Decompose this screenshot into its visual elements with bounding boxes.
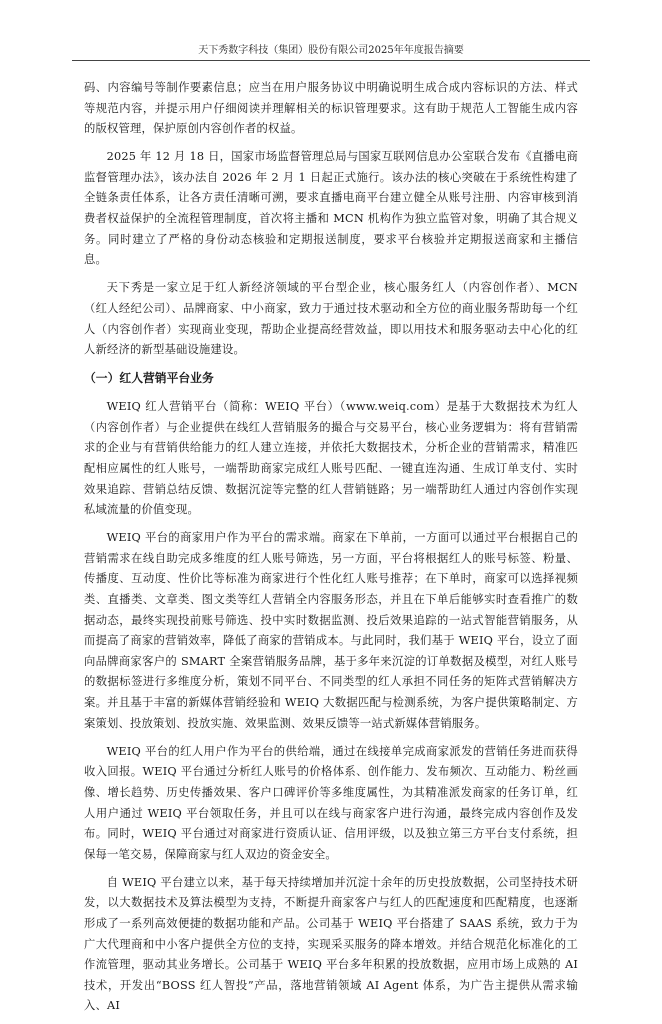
paragraph-livestream-regulation: 2025 年 12 月 18 日，国家市场监督管理总局与国家互联网信息办公室联合发布《直播电商监督管理办法》，该办法自 2026 年 2 月 1 日起正式施行。该办法的核心突破在于系统性构建了全链条责任体系，让各方责任清晰可溯，要求直播电商平台建立健全从账号注册、内容审核到消费者权益保护的全流程管理制度，首次将主播和 MCN 机构作为独立监管对象，明确了其合规义务。同时建立了严格的身份动态核验和定期报送制度，要求平台核验并定期报送商家和主播信息。 [84,150,578,267]
page-header: 天下秀数字科技（集团）股份有限公司2025年年度报告摘要 [198,45,464,56]
header-divider [72,60,590,61]
section-heading-influencer-platform: （一）红人营销平台业务 [84,371,214,386]
document-body [84,78,578,1024]
paragraph-tech-development: 自 WEIQ 平台建立以来，基于每天持续增加并沉淀十余年的历史投放数据，公司坚持技术研发，以大数据技术及算法模型为支持，不断提升商家客户与红人的匹配速度和匹配精度，也逐渐形成了一系列高效便捷的数据功能和产品。公司基于 WEIQ 平台搭建了 SAAS 系统，致力于为广大代理商和中小客户提供全方位的支持，实现采买服务的降本增效。并结合规范化标准化的工作流管理，驱动其业务增长。公司基于 WEIQ 平台多年积累的投放数据，应用市场上成熟的 AI 技术，开发出“BOSS 红人智投”产品，落地营销领域 AI Agent 体系，为广告主提供从需求输入、AI [84,875,578,1013]
paragraph-content-labeling: 码、内容编号等制作要素信息；应当在用户服务协议中明确说明生成合成内容标识的方法、样式等规范内容，并提示用户仔细阅读并理解相关的标识管理要求。这有助于规范人工智能生成内容的版权管理，保护原创内容创作者的权益。 [84,81,578,136]
paragraph-weiq-platform: WEIQ 红人营销平台（简称：WEIQ 平台）（www.weiq.com）是基于大数据技术为红人（内容创作者）与企业提供在线红人营销服务的撮合与交易平台，核心业务逻辑为：将有营销需求的企业与有营销供给能力的红人建立连接，并依托大数据技术，分析企业的营销需求，精准匹配相应属性的红人账号，一端帮助商家完成红人账号匹配、一键直连沟通、生成订单支付、实时效果追踪、营销总结反馈、数据沉淀等完整的红人营销链路；另一端帮助红人通过内容创作实现私域流量的价值变现。 [84,400,578,517]
paragraph-merchant-users: WEIQ 平台的商家用户作为平台的需求端。商家在下单前，一方面可以通过平台根据自己的营销需求在线自助完成多维度的红人账号筛选，另一方面，平台将根据红人的账号标签、粉量、传播度、互动度、性价比等标准为商家进行个性化红人账号推荐；在下单时，商家可以选择视频类、直播类、文章类、图文类等红人营销全内容服务形态，并且在下单后能够实时查看推广的数据动态，最终实现投前账号筛选、投中实时数据监测、投后效果追踪的一站式智能营销服务，从而提高了商家的营销效率，降低了商家的营销成本。与此同时，我们基于 WEIQ 平台，设立了面向品牌商家客户的 SMART 全案营销服务品牌，基于多年来沉淀的订单数据及模型，对红人账号的数据标签进行多维度分析，策划不同平台、不同类型的红人承担不同任务的矩阵式营销解决方案。并且基于丰富的新媒体营销经验和 WEIQ 大数据匹配与检测系统，为客户提供策略制定、方案策划、投放策划、投放实施、效果监测、效果反馈等一站式新媒体营销服务。 [84,531,578,730]
paragraph-influencer-users: WEIQ 平台的红人用户作为平台的供给端，通过在线接单完成商家派发的营销任务进而获得收入回报。WEIQ 平台通过分析红人账号的价格体系、创作能力、发布频次、互动能力、粉丝画像、增长趋势、历史传播效果、客户口碑评价等多维度属性，为其精准派发商家的任务订单，红人用户通过 WEIQ 平台领取任务，并且可以在线与商家客户进行沟通，最终完成内容创作及发布。同时，WEIQ 平台通过对商家进行资质认证、信用评级，以及独立第三方平台支付系统，担保每一笔交易，保障商家与红人双边的资金安全。 [84,744,578,861]
paragraph-company-intro: 天下秀是一家立足于红人新经济领域的平台型企业，核心服务红人（内容创作者）、MCN（红人经纪公司）、品牌商家、中小商家，致力于通过技术驱动和全方位的商业服务帮助每一个红人（内容创作者）实现商业变现，帮助企业提高经营效益，即以用技术和服务驱动去中心化的红人新经济的新型基础设施建设。 [84,281,578,357]
